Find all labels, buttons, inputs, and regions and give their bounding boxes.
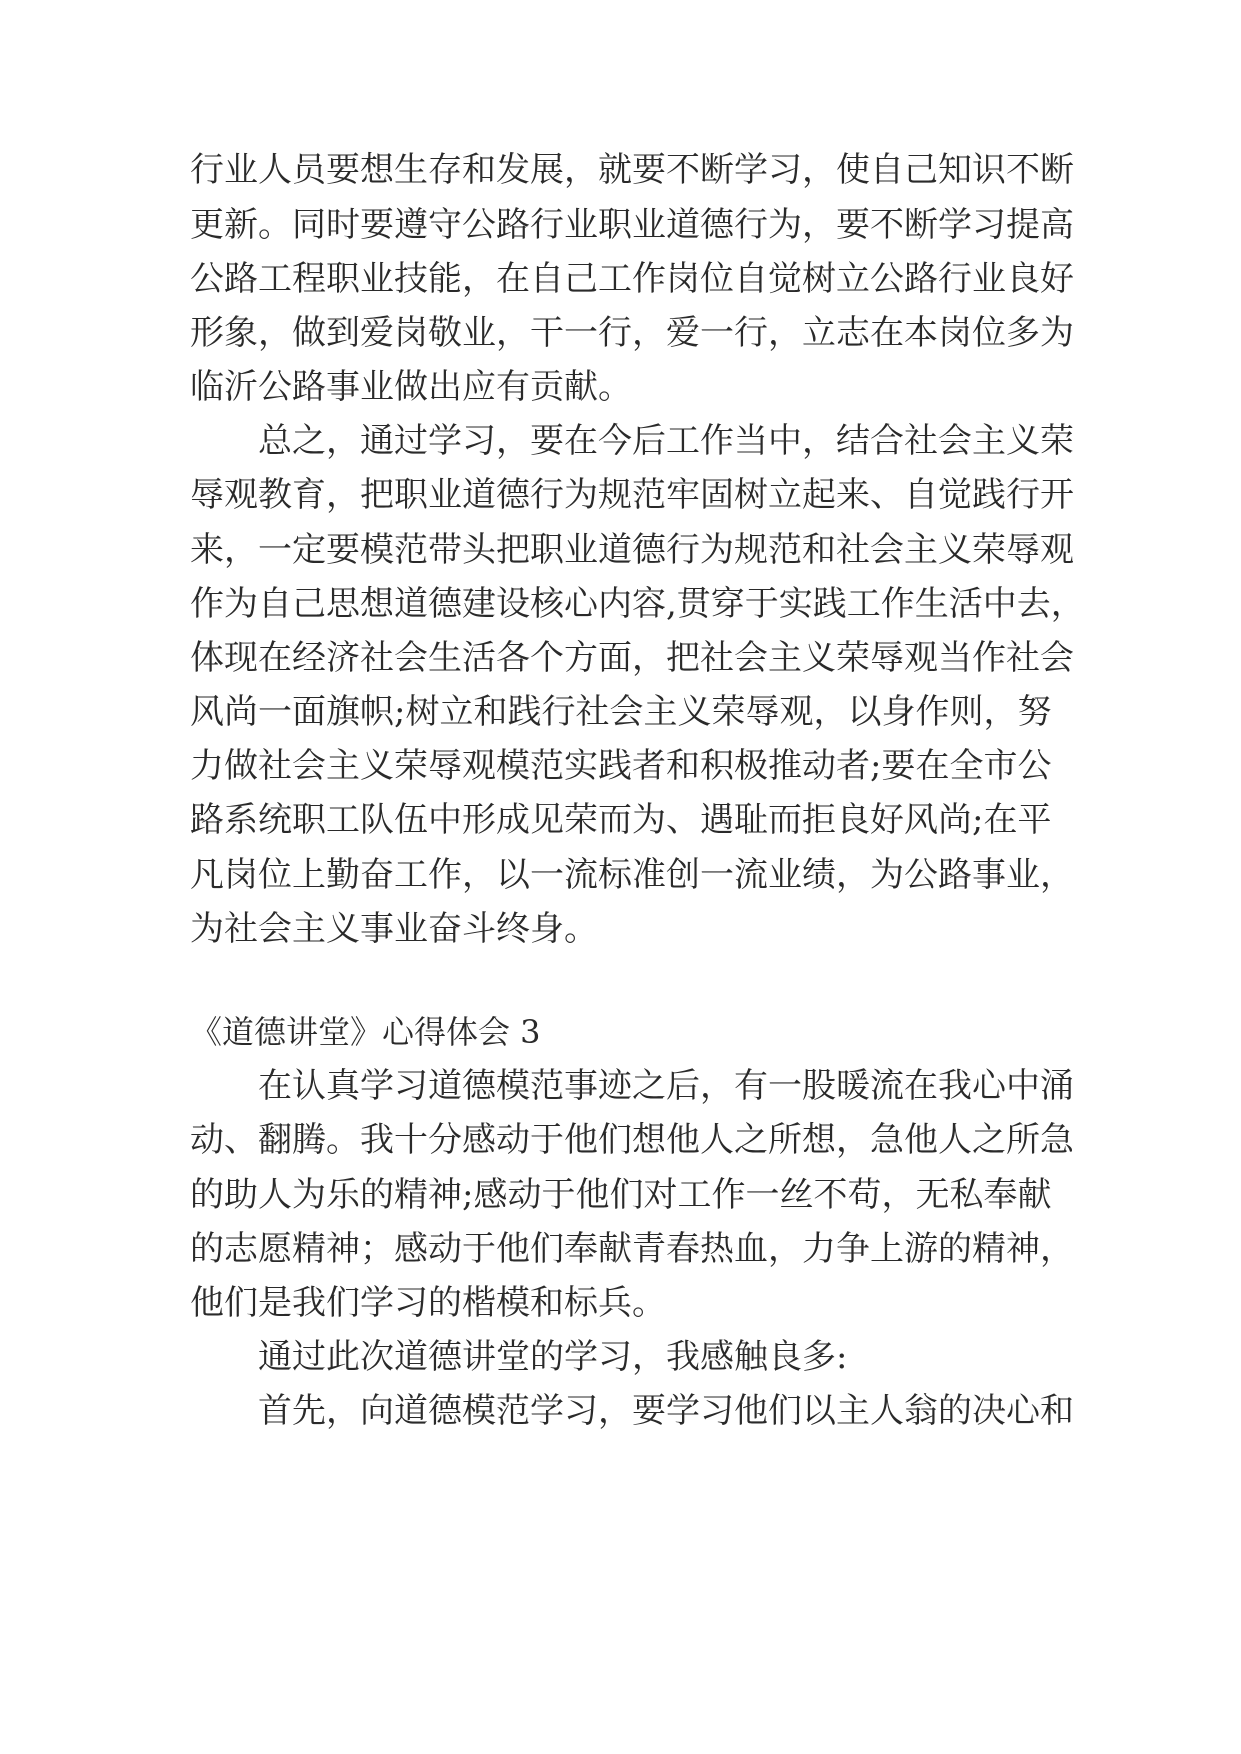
paragraph-line: 行业人员要想生存和发展，就要不断学习，使自己知识不断 — [190, 150, 1074, 190]
paragraph-line: 公路工程职业技能，在自己工作岗位自觉树立公路行业良好 — [190, 259, 1074, 299]
paragraph-line: 为社会主义事业奋斗终身。 — [190, 909, 598, 949]
paragraph-line: 临沂公路事业做出应有贡献。 — [190, 367, 632, 407]
paragraph-line: 来，一定要模范带头把职业道德行为规范和社会主义荣辱观 — [190, 530, 1074, 570]
paragraph-line: 形象，做到爱岗敬业，干一行，爱一行，立志在本岗位多为 — [190, 313, 1074, 353]
paragraph-line: 体现在经济社会生活各个方面，把社会主义荣辱观当作社会 — [190, 638, 1074, 678]
paragraph-line: 在认真学习道德模范事迹之后，有一股暖流在我心中涌 — [258, 1066, 1074, 1106]
paragraph-line: 的助人为乐的精神;感动于他们对工作一丝不苟，无私奉献 — [190, 1175, 1052, 1215]
paragraph-line: 通过此次道德讲堂的学习，我感触良多: — [258, 1337, 848, 1377]
paragraph-line: 辱观教育，把职业道德行为规范牢固树立起来、自觉践行开 — [190, 475, 1074, 515]
paragraph-line: 他们是我们学习的楷模和标兵。 — [190, 1283, 666, 1323]
paragraph-line: 作为自己思想道德建设核心内容,贯穿于实践工作生活中去， — [190, 584, 1085, 624]
paragraph-line: 的志愿精神；感动于他们奉献青春热血，力争上游的精神， — [190, 1229, 1074, 1269]
paragraph-line: 首先，向道德模范学习，要学习他们以主人翁的决心和 — [258, 1391, 1074, 1431]
paragraph-line: 风尚一面旗帜;树立和践行社会主义荣辱观，以身作则，努 — [190, 692, 1052, 732]
paragraph-line: 总之，通过学习，要在今后工作当中，结合社会主义荣 — [258, 421, 1074, 461]
paragraph-line: 动、翻腾。我十分感动于他们想他人之所想，急他人之所急 — [190, 1120, 1074, 1160]
paragraph-line: 更新。同时要遵守公路行业职业道德行为，要不断学习提高 — [190, 205, 1074, 245]
section-heading: 《道德讲堂》心得体会 3 — [190, 1013, 541, 1051]
paragraph-line: 路系统职工队伍中形成见荣而为、遇耻而拒良好风尚;在平 — [190, 800, 1052, 840]
paragraph-line: 力做社会主义荣辱观模范实践者和积极推动者;要在全市公 — [190, 746, 1052, 786]
paragraph-line: 凡岗位上勤奋工作，以一流标准创一流业绩，为公路事业， — [190, 855, 1074, 895]
